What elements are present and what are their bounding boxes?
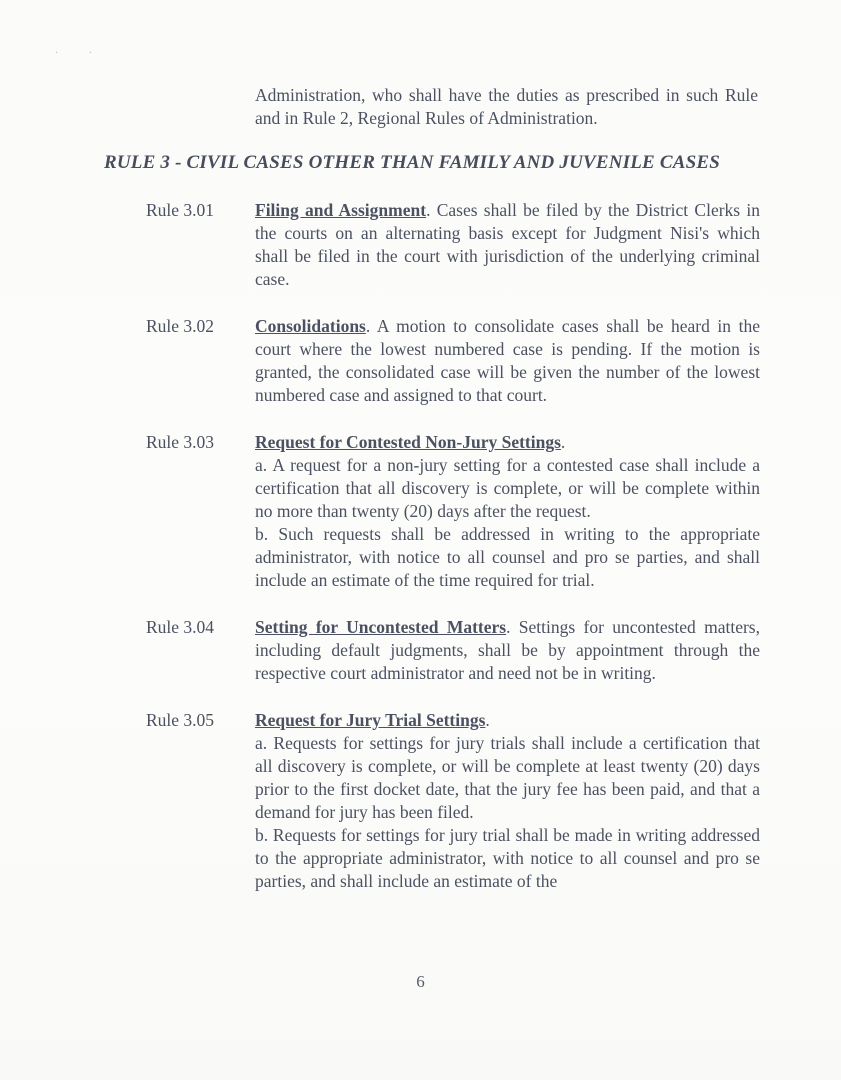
rule-body xyxy=(255,709,760,893)
rule-title-period: . xyxy=(560,432,566,452)
rule-body xyxy=(255,616,760,685)
rule-title: Setting for Uncontested Matters xyxy=(255,617,507,637)
rule-paragraph: . A motion to consolidate cases shall be heard in the court where the lowest numbered case is pending. If the motion is granted, the consolidated case will be given the number of the lowest numbered case and assigned to that court. xyxy=(255,316,760,405)
rule-paragraph-b: b. Requests for settings for jury trial shall be made in writing addressed to the appropriate administrator, with notice to all counsel and pro se parties, and shall include an estimate of the xyxy=(255,825,760,891)
continuation-paragraph: Administration, who shall have the duties as prescribed in such Rule and in Rule 2, Regional Rules of Administration. xyxy=(255,85,758,128)
rule-paragraph-b: b. Such requests shall be addressed in writing to the appropriate administrator, with notice to all counsel and pro se parties, and shall include an estimate of the time required for trial. xyxy=(255,524,760,590)
rule-body xyxy=(255,431,760,592)
page-content xyxy=(104,84,760,893)
rule-paragraph-a: a. A request for a non-jury setting for a contested case shall include a certification that all discovery is complete, or will be complete within no more than twenty (20) days after the request. xyxy=(255,455,760,521)
rule-paragraph: . Settings for uncontested matters, including default judgments, shall be by appointment through the respective court administrator and need not be in writing. xyxy=(255,617,760,683)
rule-number: Rule 3.03 xyxy=(146,432,215,452)
rule-number: Rule 3.01 xyxy=(146,200,215,220)
rule-item-3-02 xyxy=(146,315,760,407)
rule-title: Request for Contested Non-Jury Settings xyxy=(255,432,561,452)
rule-number: Rule 3.05 xyxy=(146,710,215,730)
rule-number: Rule 3.04 xyxy=(146,617,215,637)
rule-paragraph: . Cases shall be filed by the District Clerks in the courts on an alternating basis except for Judgment Nisi's which shall be filed in the court with jurisdiction of the underlying criminal case. xyxy=(255,200,760,289)
rule-body xyxy=(255,199,760,291)
rule-item-3-04 xyxy=(146,616,760,685)
rule-paragraph-a: a. Requests for settings for jury trials shall include a certification that all discovery is complete, or will be complete at least twenty (20) days prior to the first docket date, that the jury fee has been paid, and that a demand for jury has been filed. xyxy=(255,733,760,822)
rule-title-period: . xyxy=(485,710,490,730)
rule-title: Filing and Assignment xyxy=(255,200,427,220)
rule-number: Rule 3.02 xyxy=(146,316,215,336)
page-number: 6 xyxy=(416,972,425,991)
rule-title: Consolidations xyxy=(255,316,366,336)
rule-item-3-01 xyxy=(146,199,760,291)
rule-title: Request for Jury Trial Settings xyxy=(255,710,486,730)
rule-item-3-03 xyxy=(146,431,760,592)
scan-artifact: . . xyxy=(55,42,106,56)
rule-item-3-05 xyxy=(146,709,760,893)
section-heading: RULE 3 - CIVIL CASES OTHER THAN FAMILY AND JUVENILE CASES xyxy=(104,152,721,173)
rule-body xyxy=(255,315,760,407)
